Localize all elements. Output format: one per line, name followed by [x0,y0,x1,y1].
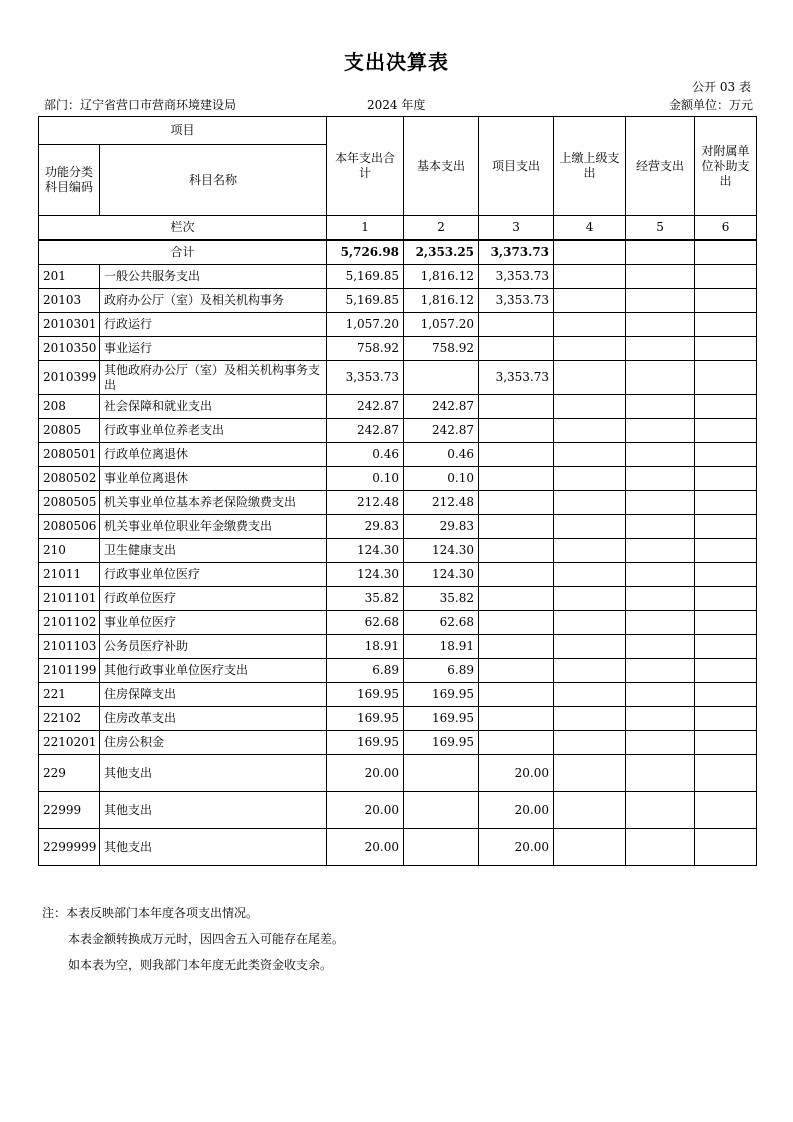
row-amount [626,587,695,611]
row-name: 其他支出 [100,829,327,866]
table-row [39,635,757,659]
table-row [39,755,757,792]
row-amount [626,313,695,337]
row-amount [479,587,554,611]
row-amount [554,539,626,563]
row-amount: 0.46 [404,443,479,467]
row-amount [626,419,695,443]
row-amount [554,467,626,491]
row-code: 20103 [39,289,100,313]
row-amount [479,313,554,337]
row-name: 一般公共服务支出 [100,265,327,289]
row-amount: 124.30 [327,539,404,563]
row-amount: 212.48 [404,491,479,515]
row-amount [695,587,757,611]
total-row [39,240,757,265]
row-code: 2010399 [39,361,100,395]
row-amount: 124.30 [327,563,404,587]
row-code: 2101102 [39,611,100,635]
row-amount [695,611,757,635]
form-number: 公开 03 表 [692,80,751,94]
row-amount [479,707,554,731]
row-amount: 6.89 [327,659,404,683]
department-label: 部门：辽宁省营口市营商环境建设局 [44,98,237,112]
row-amount: 169.95 [327,683,404,707]
row-amount [554,731,626,755]
fiscal-year: 2024 年度 [367,98,426,112]
row-code: 210 [39,539,100,563]
row-amount: 20.00 [479,755,554,792]
header-upper: 上缴上级支出 [554,117,626,216]
row-name: 其他支出 [100,755,327,792]
row-amount: 212.48 [327,491,404,515]
row-code: 2080505 [39,491,100,515]
row-amount: 169.95 [404,731,479,755]
row-amount [626,829,695,866]
note-line: 如本表为空，则我部门本年度无此类资金收支余。 [68,958,333,972]
row-amount [479,539,554,563]
row-amount: 62.68 [327,611,404,635]
table-row [39,563,757,587]
row-code: 2101101 [39,587,100,611]
row-amount [554,361,626,395]
row-amount [554,587,626,611]
row-name: 其他行政事业单位医疗支出 [100,659,327,683]
row-amount: 1,057.20 [327,313,404,337]
table-row [39,491,757,515]
row-amount: 3,353.73 [479,361,554,395]
row-amount [626,731,695,755]
row-code: 2210201 [39,731,100,755]
row-name: 住房公积金 [100,731,327,755]
row-amount [554,419,626,443]
row-code: 21011 [39,563,100,587]
row-amount [554,563,626,587]
row-code: 2101199 [39,659,100,683]
row-amount [626,337,695,361]
row-name: 机关事业单位基本养老保险缴费支出 [100,491,327,515]
row-amount: 35.82 [327,587,404,611]
row-amount: 20.00 [327,792,404,829]
row-amount [626,443,695,467]
row-amount [554,443,626,467]
header-name: 科目名称 [100,145,327,216]
row-name: 公务员医疗补助 [100,635,327,659]
row-amount: 29.83 [404,515,479,539]
row-amount: 0.10 [327,467,404,491]
row-code: 22999 [39,792,100,829]
table-row [39,539,757,563]
table-notes [42,900,344,978]
column-index-label: 栏次 [39,216,327,241]
table-row [39,611,757,635]
total-cell: 3,373.73 [479,240,554,265]
row-amount [479,337,554,361]
row-amount [554,265,626,289]
report-meta [40,96,753,114]
row-code: 2010350 [39,337,100,361]
row-amount [479,515,554,539]
row-name: 其他政府办公厅（室）及相关机构事务支出 [100,361,327,395]
row-amount [695,515,757,539]
page-title: 支出决算表 [344,50,449,74]
row-name: 机关事业单位职业年金缴费支出 [100,515,327,539]
column-index: 1 [327,216,404,241]
row-name: 卫生健康支出 [100,539,327,563]
row-amount [554,611,626,635]
row-amount: 124.30 [404,539,479,563]
row-amount: 242.87 [404,395,479,419]
row-amount: 18.91 [404,635,479,659]
row-amount: 5,169.85 [327,289,404,313]
column-index: 6 [695,216,757,241]
row-amount [695,731,757,755]
row-amount [626,515,695,539]
row-amount: 169.95 [327,707,404,731]
row-amount [404,829,479,866]
row-amount: 0.10 [404,467,479,491]
total-label: 合计 [39,240,327,265]
row-amount: 1,057.20 [404,313,479,337]
column-index: 2 [404,216,479,241]
table-row [39,337,757,361]
row-amount [554,289,626,313]
row-code: 221 [39,683,100,707]
row-amount [626,707,695,731]
row-amount: 20.00 [327,755,404,792]
table-row [39,265,757,289]
row-code: 201 [39,265,100,289]
table-row [39,515,757,539]
row-amount: 18.91 [327,635,404,659]
row-amount [554,659,626,683]
row-amount [479,467,554,491]
row-amount [695,419,757,443]
row-name: 社会保障和就业支出 [100,395,327,419]
note-line: 本表金额转换成万元时，因四舍五入可能存在尾差。 [68,932,345,946]
row-amount [479,635,554,659]
row-amount: 242.87 [327,395,404,419]
row-amount [554,313,626,337]
row-amount [479,659,554,683]
row-amount [554,635,626,659]
table-row [39,289,757,313]
row-amount [626,491,695,515]
row-name: 政府办公厅（室）及相关机构事务 [100,289,327,313]
row-amount [695,659,757,683]
row-amount [626,611,695,635]
table-row [39,731,757,755]
row-amount [479,563,554,587]
column-index: 4 [554,216,626,241]
row-amount: 758.92 [404,337,479,361]
row-amount [626,289,695,313]
row-amount [695,755,757,792]
row-name: 行政事业单位养老支出 [100,419,327,443]
row-amount [695,337,757,361]
total-cell [626,240,695,265]
row-amount: 169.95 [404,683,479,707]
row-amount [554,515,626,539]
row-code: 2101103 [39,635,100,659]
row-name: 行政单位医疗 [100,587,327,611]
row-amount [695,792,757,829]
row-amount: 3,353.73 [479,265,554,289]
total-cell: 2,353.25 [404,240,479,265]
row-amount [554,707,626,731]
row-amount: 6.89 [404,659,479,683]
table-row [39,587,757,611]
row-amount: 124.30 [404,563,479,587]
row-amount [695,289,757,313]
table-row [39,443,757,467]
row-name: 其他支出 [100,792,327,829]
row-code: 229 [39,755,100,792]
header-business: 经营支出 [626,117,695,216]
row-code: 2299999 [39,829,100,866]
row-name: 住房保障支出 [100,683,327,707]
row-amount [695,313,757,337]
row-amount [695,563,757,587]
header-item: 项目 [39,117,327,145]
total-cell [695,240,757,265]
row-amount [626,361,695,395]
row-name: 行政单位离退休 [100,443,327,467]
row-code: 2080502 [39,467,100,491]
row-amount [695,361,757,395]
row-amount [695,467,757,491]
row-amount: 20.00 [479,829,554,866]
row-amount [695,491,757,515]
row-code: 2080501 [39,443,100,467]
row-amount [479,731,554,755]
table-row [39,683,757,707]
row-name: 事业运行 [100,337,327,361]
row-amount [626,635,695,659]
row-amount: 169.95 [327,731,404,755]
row-name: 事业单位医疗 [100,611,327,635]
row-amount [404,755,479,792]
table-row [39,707,757,731]
row-amount: 758.92 [327,337,404,361]
row-amount: 1,816.12 [404,289,479,313]
header-code: 功能分类科目编码 [39,145,100,216]
row-amount [404,361,479,395]
row-amount: 3,353.73 [327,361,404,395]
row-amount: 5,169.85 [327,265,404,289]
row-amount [479,683,554,707]
row-amount [695,539,757,563]
row-amount [626,265,695,289]
note-line: 注：本表反映部门本年度各项支出情况。 [42,906,259,920]
row-amount: 35.82 [404,587,479,611]
header-subsidy: 对附属单位补助支出 [695,117,757,216]
row-amount [479,419,554,443]
row-amount [695,395,757,419]
row-amount: 1,816.12 [404,265,479,289]
row-amount [695,683,757,707]
row-amount [554,792,626,829]
currency-unit: 金额单位：万元 [668,98,753,112]
row-amount [404,792,479,829]
row-name: 行政运行 [100,313,327,337]
row-amount [554,755,626,792]
row-amount: 29.83 [327,515,404,539]
column-index: 3 [479,216,554,241]
total-cell [554,240,626,265]
row-amount: 242.87 [404,419,479,443]
row-amount: 20.00 [479,792,554,829]
row-amount [626,792,695,829]
row-amount [554,395,626,419]
row-amount [626,659,695,683]
row-amount: 0.46 [327,443,404,467]
row-code: 22102 [39,707,100,731]
total-cell: 5,726.98 [327,240,404,265]
row-amount [554,337,626,361]
row-amount [554,491,626,515]
expenditure-table [38,116,757,866]
row-amount [479,443,554,467]
header-total: 本年支出合计 [327,117,404,216]
row-amount [626,395,695,419]
row-amount: 242.87 [327,419,404,443]
table-row [39,829,757,866]
row-name: 住房改革支出 [100,707,327,731]
row-amount: 62.68 [404,611,479,635]
row-code: 2010301 [39,313,100,337]
row-amount [695,829,757,866]
row-code: 20805 [39,419,100,443]
row-amount [695,707,757,731]
row-name: 事业单位离退休 [100,467,327,491]
header-basic: 基本支出 [404,117,479,216]
row-amount [479,611,554,635]
table-row [39,313,757,337]
table-row [39,792,757,829]
row-amount [626,539,695,563]
table-row [39,467,757,491]
row-code: 208 [39,395,100,419]
row-code: 2080506 [39,515,100,539]
table-row [39,419,757,443]
row-amount [554,829,626,866]
row-amount [626,755,695,792]
header-project: 项目支出 [479,117,554,216]
row-amount: 20.00 [327,829,404,866]
row-amount [695,443,757,467]
column-index: 5 [626,216,695,241]
row-amount [695,635,757,659]
row-amount [626,683,695,707]
row-amount [554,683,626,707]
row-amount [695,265,757,289]
row-amount: 169.95 [404,707,479,731]
table-row [39,395,757,419]
row-name: 行政事业单位医疗 [100,563,327,587]
row-amount [479,395,554,419]
row-amount: 3,353.73 [479,289,554,313]
table-row [39,659,757,683]
table-row [39,361,757,395]
row-amount [626,467,695,491]
row-amount [479,491,554,515]
row-amount [626,563,695,587]
